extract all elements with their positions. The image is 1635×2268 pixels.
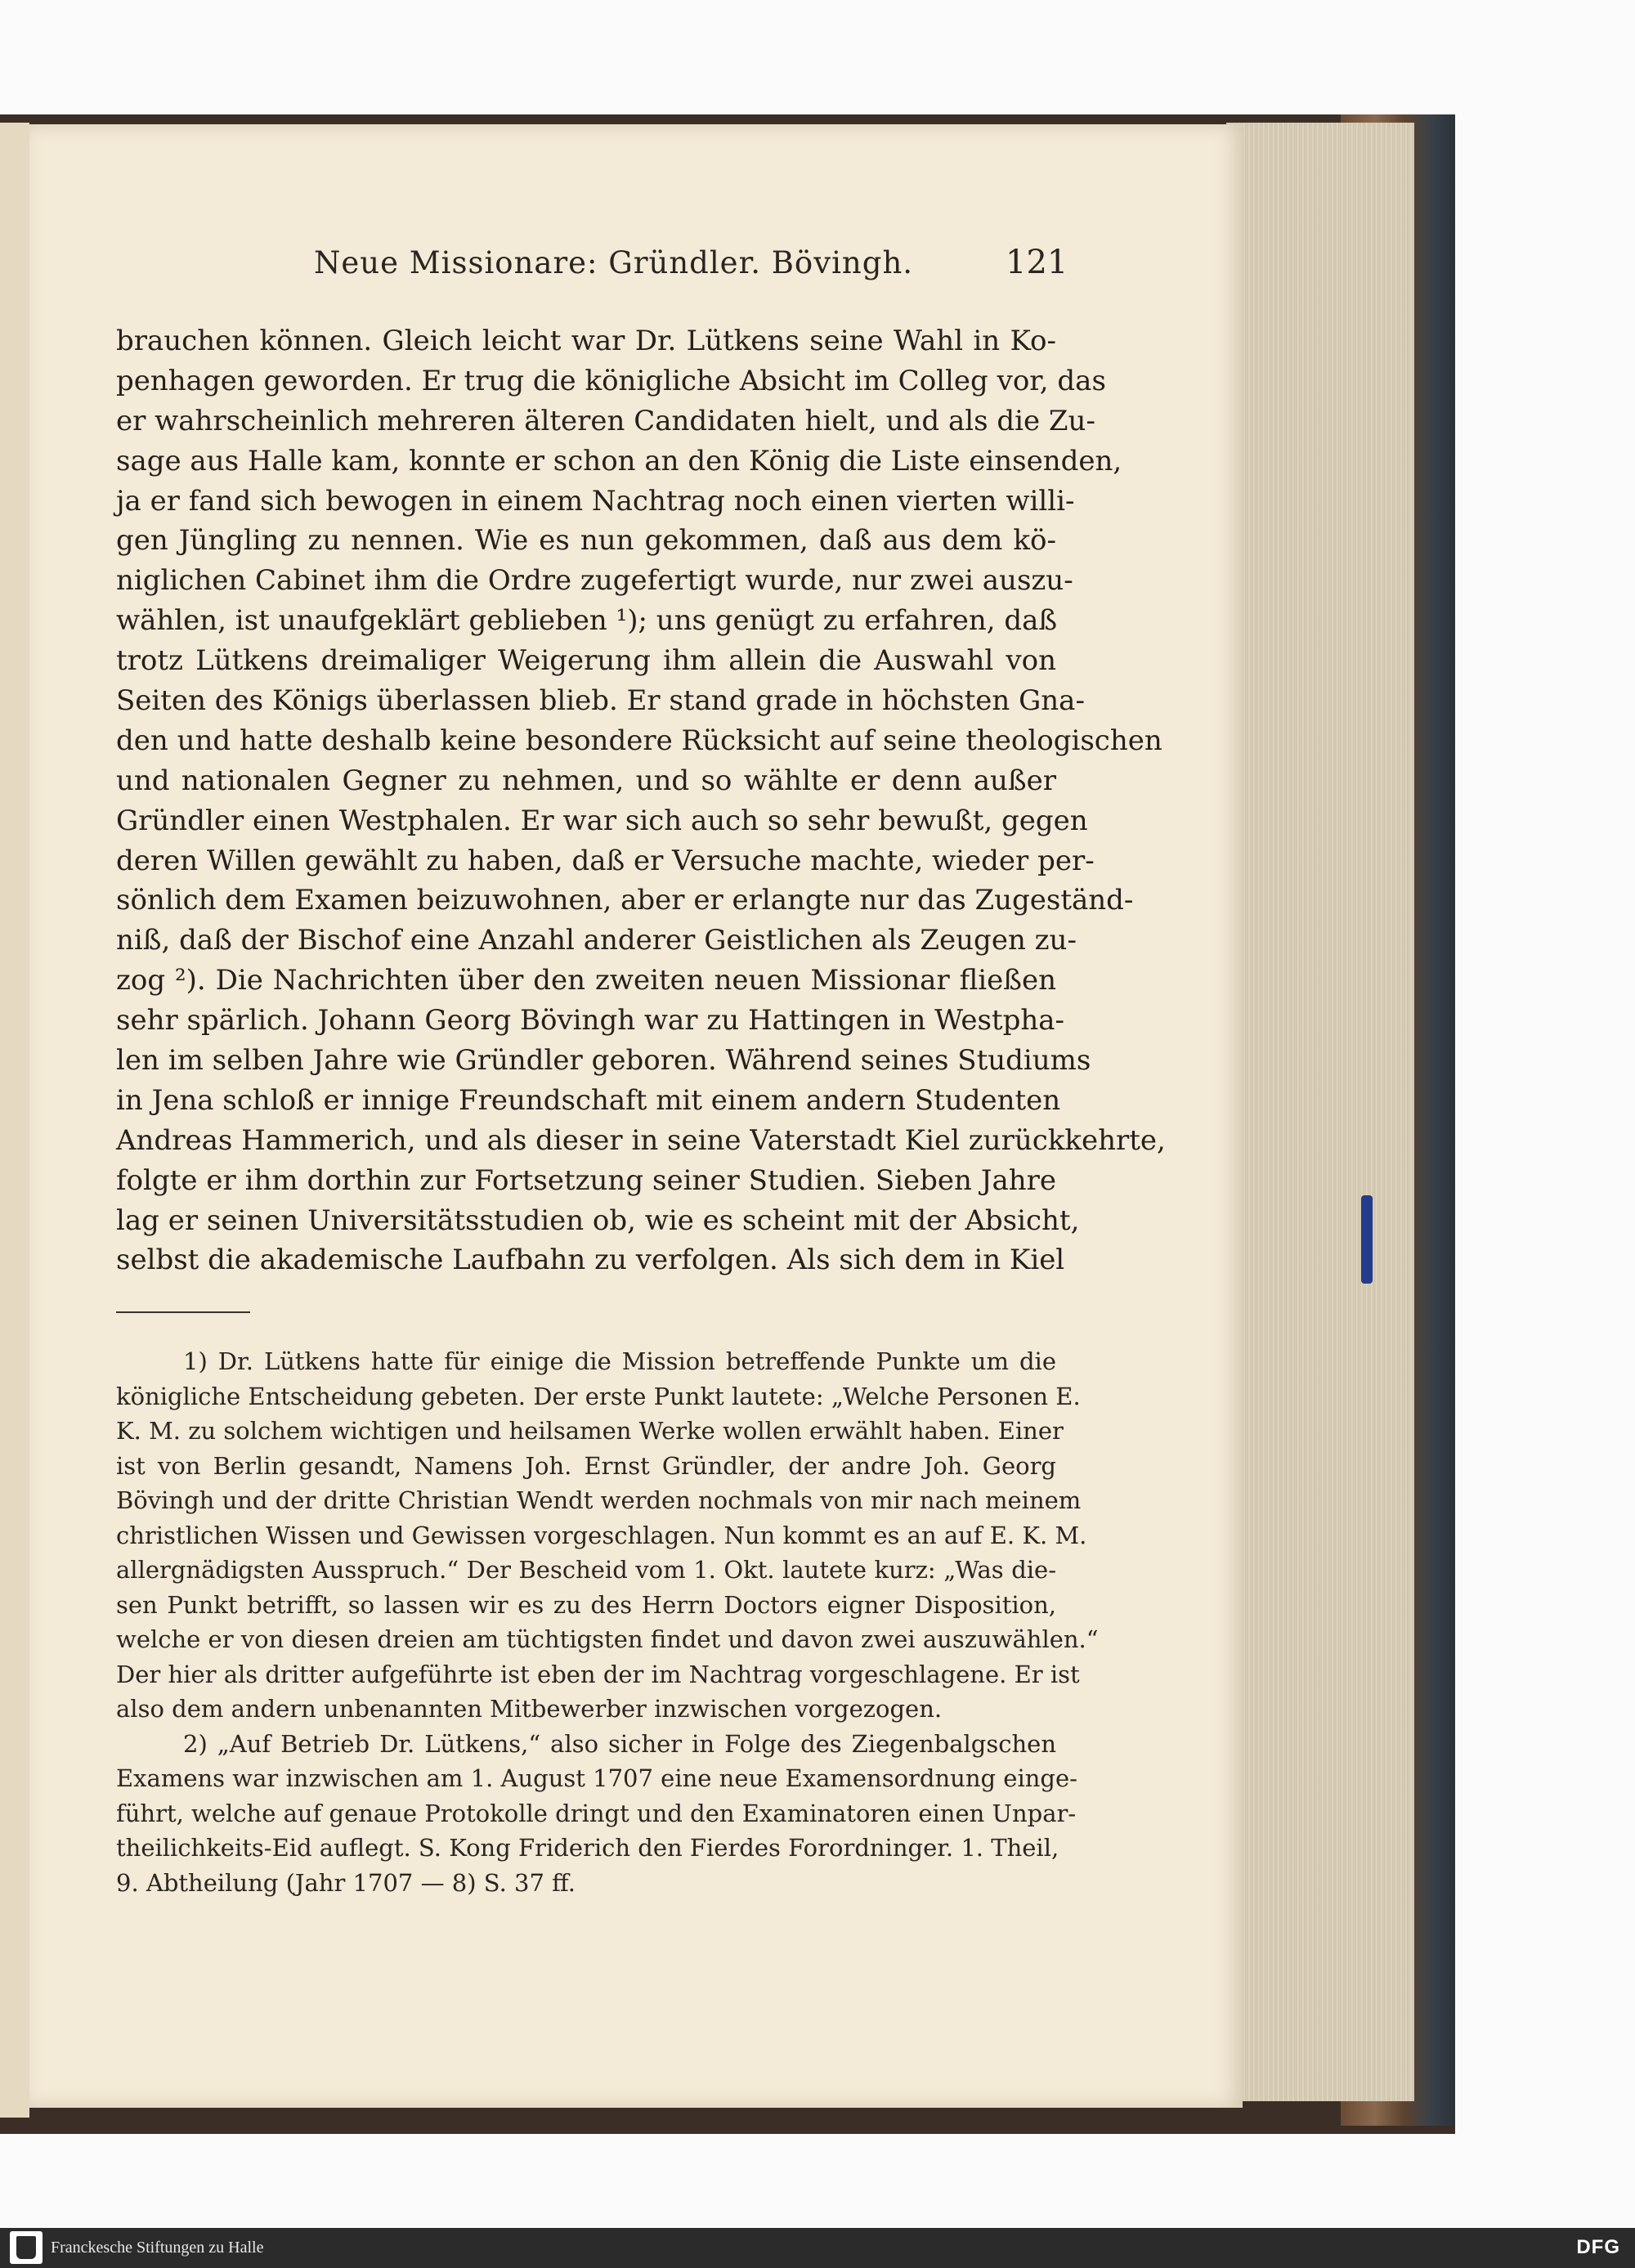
body-line: und nationalen Gegner zu nehmen, und so wählte er denn außer [116, 764, 1056, 797]
body-line: penhagen geworden. Er trug die königliche Absicht im Colleg vor, das [116, 364, 1106, 397]
body-line: Andreas Hammerich, und als dieser in seine Vaterstadt Kiel zurückkehrte, [116, 1123, 1166, 1157]
body-line: niglichen Cabinet ihm die Ordre zugefertigt wurde, nur zwei auszu- [116, 564, 1073, 598]
footnote-rule [116, 1311, 250, 1313]
body-line: sehr spärlich. Johann Georg Bövingh war zu Hattingen in Westpha- [116, 1004, 1064, 1038]
body-line: sage aus Halle kam, konnte er schon an den König die Liste einsenden, [116, 444, 1122, 477]
footnote-line: königliche Entscheidung gebeten. Der erste Punkt lautete: „Welche Personen E. [116, 1382, 1081, 1410]
body-line: den und hatte deshalb keine besondere Rücksicht auf seine theologischen [116, 724, 1162, 757]
body-text [116, 321, 1166, 1280]
page-number: 121 [1006, 244, 1068, 281]
body-line: zog ²). Die Nachrichten über den zweiten neuen Missionar fließen [116, 964, 1056, 997]
body-line: sönlich dem Examen beizuwohnen, aber er erlangte nur das Zugeständ- [116, 884, 1134, 917]
footnote-line: Bövingh und der dritte Christian Wendt werden nochmals von mir nach meinem [116, 1486, 1082, 1514]
left-page-edge [0, 123, 29, 2118]
body-line: deren Willen gewählt zu haben, daß er Versuche machte, wieder per- [116, 844, 1095, 877]
body-line: niß, daß der Bischof eine Anzahl anderer Geistlichen als Zeugen zu- [116, 924, 1077, 957]
footnote-line: 2) „Auf Betrieb Dr. Lütkens,“ also sicher in Folge des Ziegenbalgschen [183, 1729, 1056, 1758]
body-line: wählen, ist unaufgeklärt geblieben ¹); uns genügt zu erfahren, daß [116, 604, 1058, 638]
body-line: Seiten des Königs überlassen blieb. Er stand grade in höchsten Gna- [116, 684, 1085, 718]
footnote-line: 1) Dr. Lütkens hatte für einige die Mission betreffende Punkte um die [183, 1347, 1056, 1375]
body-line: er wahrscheinlich mehreren älteren Candidaten hielt, und als die Zu- [116, 404, 1095, 437]
footnote-line: führt, welche auf genaue Protokolle dringt und den Examinatoren einen Unpar- [116, 1799, 1077, 1827]
body-line: folgte er ihm dorthin zur Fortsetzung seiner Studien. Sieben Jahre [116, 1163, 1056, 1197]
running-head: Neue Missionare: Gründler. Bövingh. [314, 245, 914, 280]
body-line: in Jena schloß er innige Freundschaft mit einem andern Studenten [116, 1083, 1061, 1117]
footnote-line: welche er von diesen dreien am tüchtigsten findet und davon zwei auszuwählen.“ [116, 1625, 1099, 1653]
footnote-line: K. M. zu solchem wichtigen und heilsamen Werke wollen erwählt haben. Einer [116, 1417, 1064, 1445]
body-line: gen Jüngling zu nennen. Wie es nun gekommen, daß aus dem kö- [116, 524, 1056, 558]
footnote-line: theilichkeits-Eid auflegt. S. Kong Friderich den Fierdes Forordninger. 1. Theil, [116, 1834, 1059, 1862]
body-line: trotz Lütkens dreimaliger Weigerung ihm allein die Auswahl von [116, 644, 1056, 678]
body-line: Gründler einen Westphalen. Er war sich auch so sehr bewußt, gegen [116, 804, 1088, 837]
body-line: brauchen können. Gleich leicht war Dr. Lütkens seine Wahl in Ko- [116, 325, 1056, 357]
footer-institution-label: Franckesche Stiftungen zu Halle [51, 2239, 264, 2257]
footnote-line: Der hier als dritter aufgeführte ist eben der im Nachtrag vorgeschlagene. Er ist [116, 1660, 1080, 1688]
footnote-line: Examens war inzwischen am 1. August 1707 eine neue Examensordnung einge- [116, 1764, 1077, 1792]
footnote-line: 9. Abtheilung (Jahr 1707 — 8) S. 37 ff. [116, 1868, 576, 1897]
bookmark-ribbon [1361, 1195, 1373, 1284]
footnote-line: ist von Berlin gesandt, Namens Joh. Ernst Gründler, der andre Joh. Georg [116, 1451, 1056, 1480]
footnote-line: also dem andern unbenannten Mitbewerber inzwischen vorgezogen. [116, 1695, 943, 1723]
footnote-line: sen Punkt betrifft, so lassen wir es zu des Herrn Doctors eigner Disposition, [116, 1590, 1056, 1619]
footnotes [116, 1344, 1099, 1900]
body-line: len im selben Jahre wie Gründler geboren. Während seines Studiums [116, 1044, 1091, 1078]
footnote-line: christlichen Wissen und Gewissen vorgeschlagen. Nun kommt es an auf E. K. M. [116, 1521, 1087, 1549]
body-line: ja er fand sich bewogen in einem Nachtrag noch einen vierten willi- [116, 484, 1075, 518]
institution-logo-icon [10, 2231, 43, 2264]
dfg-logo: DFG [1576, 2236, 1620, 2258]
body-line: selbst die akademische Laufbahn zu verfolgen. Als sich dem in Kiel [116, 1244, 1065, 1277]
body-line: lag er seinen Universitätsstudien ob, wie es scheint mit der Absicht, [116, 1203, 1080, 1237]
page-stack-edges [1226, 123, 1414, 2101]
logo-mark [16, 2236, 36, 2259]
footnote-line: allergnädigsten Ausspruch.“ Der Bescheid vom 1. Okt. lautete kurz: „Was die- [116, 1556, 1056, 1584]
